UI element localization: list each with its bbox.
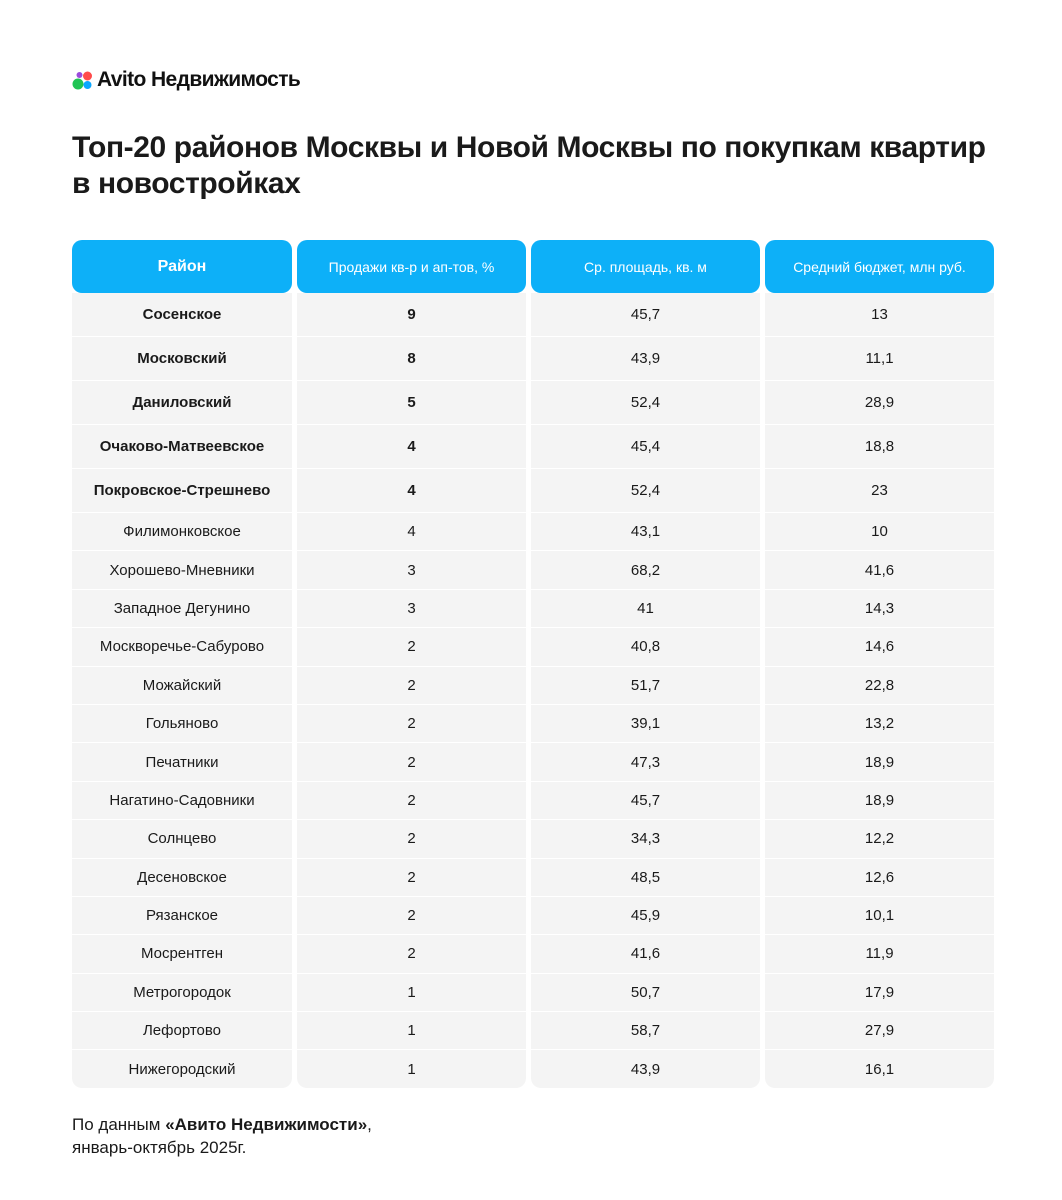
cell-avg-area: 68,2 bbox=[531, 550, 760, 588]
cell-avg-area: 41 bbox=[531, 589, 760, 627]
cell-avg-budget: 18,9 bbox=[765, 781, 994, 819]
cell-sales-share: 3 bbox=[297, 550, 526, 588]
cell-avg-area: 47,3 bbox=[531, 742, 760, 780]
cell-avg-area: 39,1 bbox=[531, 704, 760, 742]
cell-district: Десеновское bbox=[72, 858, 292, 896]
cell-avg-budget: 16,1 bbox=[765, 1049, 994, 1087]
cell-avg-area: 50,7 bbox=[531, 973, 760, 1011]
cell-avg-budget: 18,8 bbox=[765, 424, 994, 468]
cell-sales-share: 2 bbox=[297, 819, 526, 857]
cell-sales-share: 3 bbox=[297, 589, 526, 627]
cell-sales-share: 1 bbox=[297, 973, 526, 1011]
cell-avg-budget: 11,1 bbox=[765, 336, 994, 380]
cell-avg-area: 52,4 bbox=[531, 468, 760, 512]
source-prefix: По данным bbox=[72, 1115, 166, 1134]
source-suffix: , bbox=[367, 1115, 372, 1134]
cell-district: Солнцево bbox=[72, 819, 292, 857]
cell-district: Даниловский bbox=[72, 380, 292, 424]
cell-district: Сосенское bbox=[142, 306, 222, 323]
source-note bbox=[72, 1113, 372, 1159]
column-area bbox=[531, 293, 760, 1088]
cell-district: Хорошево-Мневники bbox=[72, 550, 292, 588]
brand-logo bbox=[72, 67, 300, 93]
source-name: «Авито Недвижимости» bbox=[165, 1115, 368, 1134]
cell-district: Рязанское bbox=[72, 896, 292, 934]
cell-sales-share: 9 bbox=[407, 306, 416, 323]
cell-sales-share: 2 bbox=[297, 742, 526, 780]
cell-avg-budget: 27,9 bbox=[765, 1011, 994, 1049]
cell-avg-budget: 14,6 bbox=[765, 627, 994, 665]
cell-avg-budget: 10,1 bbox=[765, 896, 994, 934]
cell-avg-area: 48,5 bbox=[531, 858, 760, 896]
cell-avg-area: 41,6 bbox=[531, 934, 760, 972]
cell-sales-share: 5 bbox=[297, 380, 526, 424]
cell-avg-budget: 10 bbox=[765, 512, 994, 550]
cell-sales-share: 2 bbox=[297, 666, 526, 704]
column-header-budget: Средний бюджет, млн руб. bbox=[765, 240, 994, 293]
districts-table bbox=[72, 240, 996, 1088]
cell-avg-area: 51,7 bbox=[531, 666, 760, 704]
page-title: Топ-20 районов Москвы и Новой Москвы по покупкам квартир в новостройках bbox=[72, 131, 986, 200]
cell-avg-budget: 28,9 bbox=[765, 380, 994, 424]
cell-district: Очаково-Матвеевское bbox=[72, 424, 292, 468]
cell-district: Лефортово bbox=[72, 1011, 292, 1049]
cell-district: Нижегородский bbox=[72, 1049, 292, 1087]
cell-sales-share: 2 bbox=[297, 781, 526, 819]
cell-sales-share: 4 bbox=[297, 468, 526, 512]
cell-avg-area: 43,1 bbox=[531, 512, 760, 550]
cell-sales-share: 2 bbox=[297, 627, 526, 665]
cell-avg-budget: 22,8 bbox=[765, 666, 994, 704]
cell-district: Мосрентген bbox=[72, 934, 292, 972]
cell-avg-budget: 17,9 bbox=[765, 973, 994, 1011]
cell-district: Покровское-Стрешнево bbox=[72, 468, 292, 512]
cell-avg-area: 45,7 bbox=[630, 306, 661, 323]
cell-district: Гольяново bbox=[72, 704, 292, 742]
cell-avg-budget: 18,9 bbox=[765, 742, 994, 780]
cell-sales-share: 2 bbox=[297, 704, 526, 742]
cell-district: Метрогородок bbox=[72, 973, 292, 1011]
cell-avg-area: 43,9 bbox=[531, 336, 760, 380]
cell-avg-budget: 12,6 bbox=[765, 858, 994, 896]
cell-avg-budget: 23 bbox=[765, 468, 994, 512]
column-header-district: Район bbox=[72, 240, 292, 293]
column-header-area: Ср. площадь, кв. м bbox=[531, 240, 760, 293]
cell-district: Можайский bbox=[72, 666, 292, 704]
cell-district: Нагатино-Садовники bbox=[72, 781, 292, 819]
cell-sales-share: 1 bbox=[297, 1011, 526, 1049]
cell-avg-budget: 13,2 bbox=[765, 704, 994, 742]
column-budget bbox=[765, 293, 994, 1088]
avito-logo-icon bbox=[72, 70, 94, 90]
column-sales bbox=[297, 293, 526, 1088]
cell-avg-area: 52,4 bbox=[531, 380, 760, 424]
cell-district: Филимонковское bbox=[72, 512, 292, 550]
column-header-sales: Продажи кв-р и ап-тов, % bbox=[297, 240, 526, 293]
cell-avg-budget: 12,2 bbox=[765, 819, 994, 857]
cell-avg-area: 43,9 bbox=[531, 1049, 760, 1087]
cell-avg-area: 45,9 bbox=[531, 896, 760, 934]
cell-sales-share: 4 bbox=[297, 512, 526, 550]
cell-district: Московский bbox=[72, 336, 292, 380]
cell-sales-share: 1 bbox=[297, 1049, 526, 1087]
cell-sales-share: 8 bbox=[297, 336, 526, 380]
source-period: январь-октябрь 2025г. bbox=[72, 1138, 247, 1157]
cell-avg-budget: 14,3 bbox=[765, 589, 994, 627]
brand-name: Avito Недвижимость bbox=[97, 68, 301, 91]
cell-avg-area: 58,7 bbox=[531, 1011, 760, 1049]
table-header bbox=[72, 240, 996, 293]
cell-avg-area: 45,4 bbox=[531, 424, 760, 468]
cell-sales-share: 2 bbox=[297, 934, 526, 972]
cell-avg-budget: 13 bbox=[871, 306, 888, 323]
cell-avg-area: 45,7 bbox=[531, 781, 760, 819]
cell-avg-area: 34,3 bbox=[531, 819, 760, 857]
cell-district: Печатники bbox=[72, 742, 292, 780]
cell-avg-budget: 11,9 bbox=[765, 934, 994, 972]
cell-sales-share: 2 bbox=[297, 896, 526, 934]
cell-sales-share: 2 bbox=[297, 858, 526, 896]
cell-sales-share: 4 bbox=[297, 424, 526, 468]
cell-avg-budget: 41,6 bbox=[765, 550, 994, 588]
column-district bbox=[72, 293, 292, 1088]
table-body bbox=[72, 293, 996, 1088]
cell-avg-area: 40,8 bbox=[531, 627, 760, 665]
cell-district: Западное Дегунино bbox=[72, 589, 292, 627]
cell-district: Москворечье-Сабурово bbox=[72, 627, 292, 665]
